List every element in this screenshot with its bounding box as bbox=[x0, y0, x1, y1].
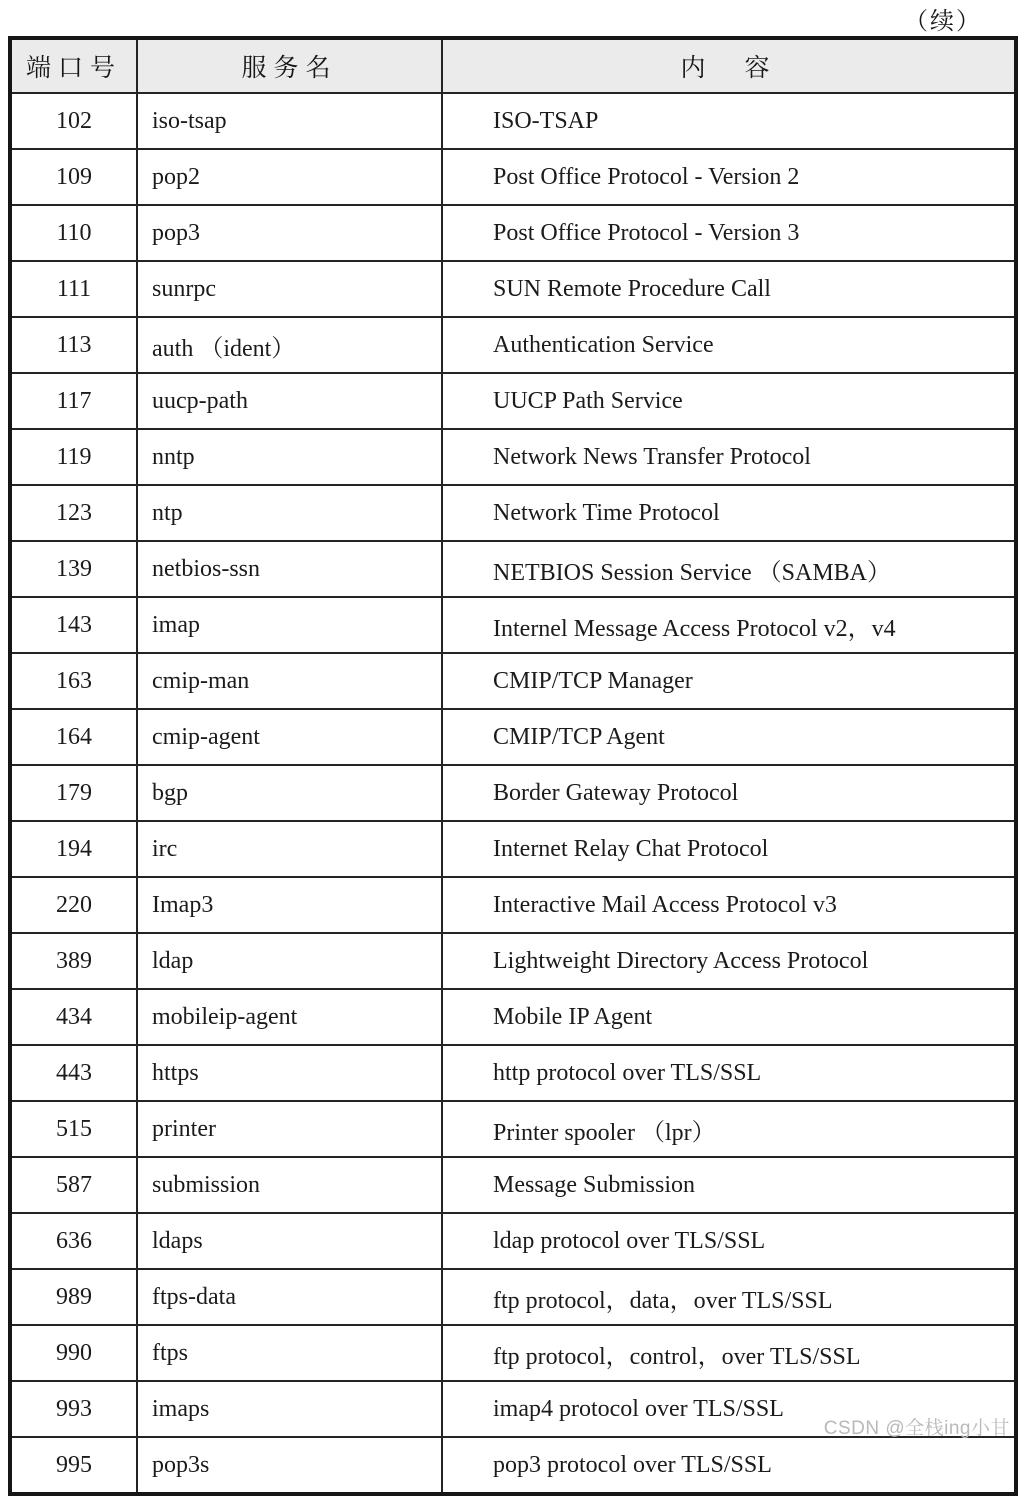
desc-cell: pop3 protocol over TLS/SSL bbox=[442, 1437, 1016, 1494]
service-cell: sunrpc bbox=[137, 261, 442, 317]
table-row bbox=[10, 653, 1016, 709]
port-cell: 515 bbox=[10, 1101, 137, 1157]
desc-cell: Internel Message Access Protocol v2，v4 bbox=[442, 597, 1016, 653]
port-cell: 102 bbox=[10, 93, 137, 149]
table-row bbox=[10, 709, 1016, 765]
table-row bbox=[10, 429, 1016, 485]
port-cell: 587 bbox=[10, 1157, 137, 1213]
column-header-content: 内 容 bbox=[442, 38, 1016, 93]
service-cell: submission bbox=[137, 1157, 442, 1213]
desc-cell: SUN Remote Procedure Call bbox=[442, 261, 1016, 317]
table-row bbox=[10, 261, 1016, 317]
table-row bbox=[10, 149, 1016, 205]
table-header-row bbox=[10, 38, 1016, 93]
port-cell: 434 bbox=[10, 989, 137, 1045]
port-cell: 389 bbox=[10, 933, 137, 989]
continued-label: （续） bbox=[904, 9, 982, 35]
table-row bbox=[10, 1269, 1016, 1325]
desc-cell: Post Office Protocol - Version 2 bbox=[442, 149, 1016, 205]
watermark: CSDN @全栈ing小甘 bbox=[823, 1418, 1010, 1439]
port-cell: 989 bbox=[10, 1269, 137, 1325]
service-cell: uucp-path bbox=[137, 373, 442, 429]
port-cell: 164 bbox=[10, 709, 137, 765]
service-cell: Imap3 bbox=[137, 877, 442, 933]
service-cell: ftps bbox=[137, 1325, 442, 1381]
service-cell: imap bbox=[137, 597, 442, 653]
port-cell: 109 bbox=[10, 149, 137, 205]
desc-cell: Authentication Service bbox=[442, 317, 1016, 373]
desc-cell: Network Time Protocol bbox=[442, 485, 1016, 541]
port-cell: 179 bbox=[10, 765, 137, 821]
desc-cell: ldap protocol over TLS/SSL bbox=[442, 1213, 1016, 1269]
table-row bbox=[10, 989, 1016, 1045]
table-row bbox=[10, 485, 1016, 541]
column-header-service: 服务名 bbox=[137, 38, 442, 93]
desc-cell: NETBIOS Session Service （SAMBA） bbox=[442, 541, 1016, 597]
table-row bbox=[10, 877, 1016, 933]
desc-cell: Interactive Mail Access Protocol v3 bbox=[442, 877, 1016, 933]
service-cell: bgp bbox=[137, 765, 442, 821]
desc-cell: Internet Relay Chat Protocol bbox=[442, 821, 1016, 877]
port-cell: 139 bbox=[10, 541, 137, 597]
table-row bbox=[10, 765, 1016, 821]
service-cell: ldap bbox=[137, 933, 442, 989]
service-cell: cmip-agent bbox=[137, 709, 442, 765]
ports-table bbox=[8, 36, 1018, 1496]
table-row bbox=[10, 1213, 1016, 1269]
port-cell: 636 bbox=[10, 1213, 137, 1269]
desc-cell: Mobile IP Agent bbox=[442, 989, 1016, 1045]
desc-cell: Post Office Protocol - Version 3 bbox=[442, 205, 1016, 261]
port-cell: 163 bbox=[10, 653, 137, 709]
port-cell: 143 bbox=[10, 597, 137, 653]
service-cell: pop3s bbox=[137, 1437, 442, 1494]
desc-cell: ISO-TSAP bbox=[442, 93, 1016, 149]
service-cell: auth （ident） bbox=[137, 317, 442, 373]
table-row bbox=[10, 933, 1016, 989]
desc-cell: http protocol over TLS/SSL bbox=[442, 1045, 1016, 1101]
port-cell: 119 bbox=[10, 429, 137, 485]
table-row bbox=[10, 597, 1016, 653]
service-cell: imaps bbox=[137, 1381, 442, 1437]
port-cell: 110 bbox=[10, 205, 137, 261]
port-cell: 220 bbox=[10, 877, 137, 933]
service-cell: ftps-data bbox=[137, 1269, 442, 1325]
desc-cell: Border Gateway Protocol bbox=[442, 765, 1016, 821]
port-cell: 111 bbox=[10, 261, 137, 317]
service-cell: cmip-man bbox=[137, 653, 442, 709]
table-row bbox=[10, 93, 1016, 149]
service-cell: printer bbox=[137, 1101, 442, 1157]
service-cell: mobileip-agent bbox=[137, 989, 442, 1045]
port-cell: 993 bbox=[10, 1381, 137, 1437]
table-row bbox=[10, 1101, 1016, 1157]
desc-cell: Network News Transfer Protocol bbox=[442, 429, 1016, 485]
column-header-port: 端口号 bbox=[10, 38, 137, 93]
table-row bbox=[10, 317, 1016, 373]
port-cell: 123 bbox=[10, 485, 137, 541]
service-cell: https bbox=[137, 1045, 442, 1101]
service-cell: pop3 bbox=[137, 205, 442, 261]
service-cell: ntp bbox=[137, 485, 442, 541]
desc-cell: Lightweight Directory Access Protocol bbox=[442, 933, 1016, 989]
port-cell: 995 bbox=[10, 1437, 137, 1494]
service-cell: netbios-ssn bbox=[137, 541, 442, 597]
desc-cell: CMIP/TCP Agent bbox=[442, 709, 1016, 765]
port-cell: 990 bbox=[10, 1325, 137, 1381]
service-cell: iso-tsap bbox=[137, 93, 442, 149]
table-row bbox=[10, 1157, 1016, 1213]
service-cell: ldaps bbox=[137, 1213, 442, 1269]
port-cell: 117 bbox=[10, 373, 137, 429]
desc-cell: Message Submission bbox=[442, 1157, 1016, 1213]
desc-cell: UUCP Path Service bbox=[442, 373, 1016, 429]
service-cell: nntp bbox=[137, 429, 442, 485]
service-cell: pop2 bbox=[137, 149, 442, 205]
service-cell: irc bbox=[137, 821, 442, 877]
table-row bbox=[10, 541, 1016, 597]
table-row bbox=[10, 1045, 1016, 1101]
desc-cell: imap4 protocol over TLS/SSL bbox=[442, 1381, 1016, 1437]
desc-cell: Printer spooler （lpr） bbox=[442, 1101, 1016, 1157]
table-row bbox=[10, 1325, 1016, 1381]
desc-cell: ftp protocol，control，over TLS/SSL bbox=[442, 1325, 1016, 1381]
table-row bbox=[10, 1437, 1016, 1494]
port-cell: 194 bbox=[10, 821, 137, 877]
table-row bbox=[10, 373, 1016, 429]
table-row bbox=[10, 821, 1016, 877]
desc-cell: CMIP/TCP Manager bbox=[442, 653, 1016, 709]
port-cell: 113 bbox=[10, 317, 137, 373]
desc-cell: ftp protocol，data，over TLS/SSL bbox=[442, 1269, 1016, 1325]
table-row bbox=[10, 205, 1016, 261]
port-cell: 443 bbox=[10, 1045, 137, 1101]
